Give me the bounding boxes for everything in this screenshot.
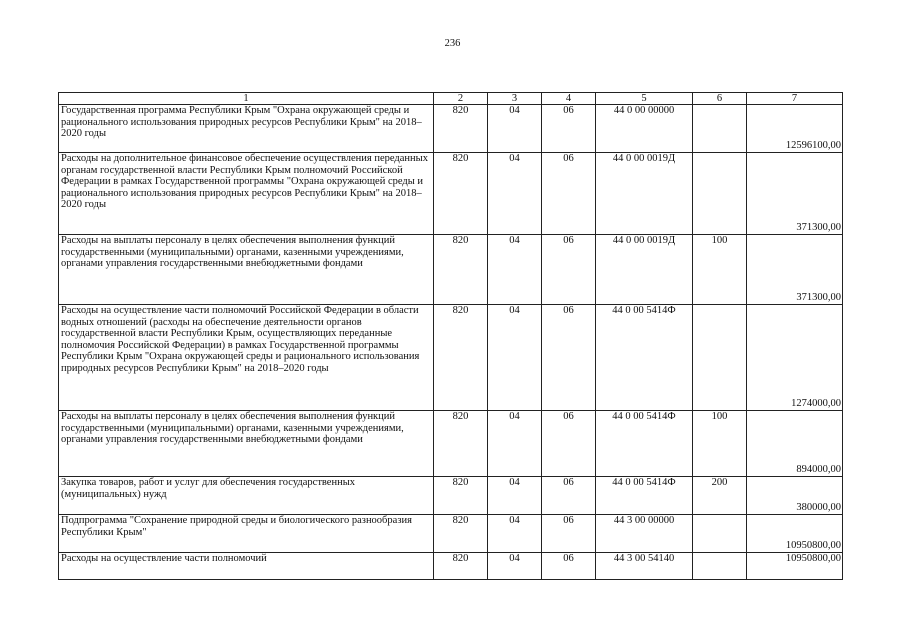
row-section-code: 04: [488, 235, 542, 305]
row-target-code: 44 3 00 54140: [596, 553, 693, 580]
row-amount: 894000,00: [747, 411, 843, 477]
row-expense-type: [693, 553, 747, 580]
table-row: [59, 235, 843, 305]
row-ministry-code: 820: [434, 411, 488, 477]
row-target-code: 44 3 00 00000: [596, 515, 693, 553]
row-expense-type: 100: [693, 235, 747, 305]
row-subsection-code: 06: [542, 105, 596, 153]
row-amount: 371300,00: [747, 153, 843, 235]
table-row: [59, 477, 843, 515]
row-ministry-code: 820: [434, 105, 488, 153]
row-ministry-code: 820: [434, 553, 488, 580]
row-expense-type: [693, 153, 747, 235]
row-section-code: 04: [488, 553, 542, 580]
row-ministry-code: 820: [434, 235, 488, 305]
row-ministry-code: 820: [434, 477, 488, 515]
row-expense-type: 200: [693, 477, 747, 515]
row-target-code: 44 0 00 0019Д: [596, 153, 693, 235]
row-subsection-code: 06: [542, 153, 596, 235]
page-number: 236: [444, 38, 461, 49]
row-ministry-code: 820: [434, 153, 488, 235]
row-subsection-code: 06: [542, 305, 596, 411]
row-section-code: 04: [488, 153, 542, 235]
row-target-code: 44 0 00 5414Ф: [596, 305, 693, 411]
row-amount: 12596100,00: [747, 105, 843, 153]
row-name: Расходы на выплаты персоналу в целях обеспечения выполнения функций государственными (муниципальными) органами, казенными учреждениями, органами управления государственными внебюджетными фондами: [59, 411, 434, 477]
row-subsection-code: 06: [542, 235, 596, 305]
row-section-code: 04: [488, 515, 542, 553]
row-amount: 10950800,00: [747, 553, 843, 580]
row-section-code: 04: [488, 477, 542, 515]
table-row: [59, 105, 843, 153]
column-header: 6: [693, 93, 747, 105]
row-amount: 371300,00: [747, 235, 843, 305]
row-expense-type: [693, 105, 747, 153]
row-expense-type: [693, 305, 747, 411]
row-target-code: 44 0 00 00000: [596, 105, 693, 153]
table-row: [59, 305, 843, 411]
row-ministry-code: 820: [434, 305, 488, 411]
row-target-code: 44 0 00 0019Д: [596, 235, 693, 305]
table-row: [59, 553, 843, 580]
row-amount: 10950800,00: [747, 515, 843, 553]
row-expense-type: 100: [693, 411, 747, 477]
column-number-row: [59, 93, 843, 105]
table-row: [59, 515, 843, 553]
row-amount: 1274000,00: [747, 305, 843, 411]
row-expense-type: [693, 515, 747, 553]
column-header: 4: [542, 93, 596, 105]
table-row: [59, 153, 843, 235]
row-subsection-code: 06: [542, 411, 596, 477]
row-name: Государственная программа Республики Крым "Охрана окружающей среды и рационального использования природных ресурсов Республики Крым" на 2018–2020 годы: [59, 105, 434, 153]
row-section-code: 04: [488, 105, 542, 153]
row-subsection-code: 06: [542, 515, 596, 553]
row-name: Расходы на осуществление части полномочий: [59, 553, 434, 580]
column-header: 3: [488, 93, 542, 105]
row-name: Расходы на выплаты персоналу в целях обеспечения выполнения функций государственными (муниципальными) органами, казенными учреждениями, органами управления государственными внебюджетными фондами: [59, 235, 434, 305]
column-header: 5: [596, 93, 693, 105]
row-name: Расходы на дополнительное финансовое обеспечение осуществления переданных органам государственной власти Республики Крым полномочий Российской Федерации в рамках Государственной программы "Охрана окружающей среды и рационального использования природных ресурсов Республики Крым" на 2018–2020 годы: [59, 153, 434, 235]
row-subsection-code: 06: [542, 553, 596, 580]
row-target-code: 44 0 00 5414Ф: [596, 411, 693, 477]
row-ministry-code: 820: [434, 515, 488, 553]
row-name: Закупка товаров, работ и услуг для обеспечения государственных (муниципальных) нужд: [59, 477, 434, 515]
row-amount: 380000,00: [747, 477, 843, 515]
column-header: 2: [434, 93, 488, 105]
row-section-code: 04: [488, 411, 542, 477]
column-header: 7: [747, 93, 843, 105]
column-header: 1: [59, 93, 434, 105]
row-target-code: 44 0 00 5414Ф: [596, 477, 693, 515]
table-row: [59, 411, 843, 477]
row-name: Расходы на осуществление части полномочий Российской Федерации в области водных отношений (расходы на обеспечение деятельности органов государственной власти Республики Крым, осуществляющих переданные полномочия Российской Федерации) в рамках Государственной программы Республики Крым "Охрана окружающей среды и рационального использования природных ресурсов Республики Крым" на 2018–2020 годы: [59, 305, 434, 411]
row-section-code: 04: [488, 305, 542, 411]
row-name: Подпрограмма "Сохранение природной среды и биологического разнообразия Республики Крым": [59, 515, 434, 553]
budget-table: [58, 92, 843, 580]
row-subsection-code: 06: [542, 477, 596, 515]
